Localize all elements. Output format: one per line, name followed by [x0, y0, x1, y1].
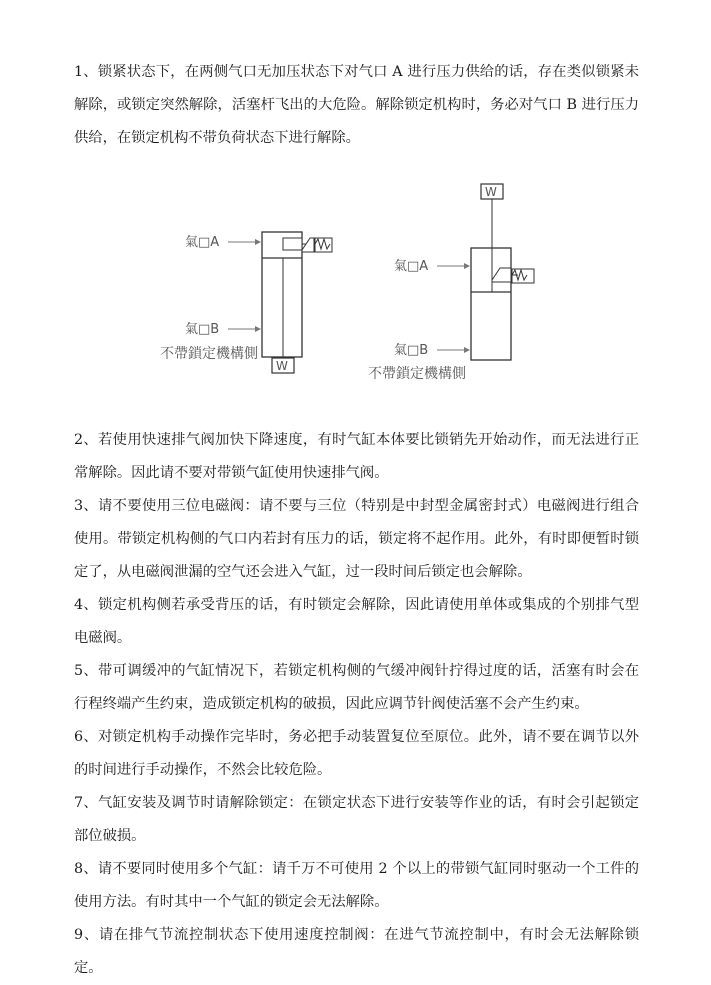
paragraph-9: 9、请在排气节流控制状态下使用速度控制阀：在进气节流控制中，有时会无法解除锁定。 — [74, 927, 639, 976]
paragraph-5: 5、带可调缓冲的气缸情况下，若锁定机构侧的气缓冲阀针拧得过度的话，活塞有时会在行程终端产生约束，造成锁定机构的破损，因此应调节针阀使活塞不会产生约束。 — [74, 663, 639, 712]
weight-label-right: W — [485, 185, 497, 199]
weight-label-left: W — [276, 359, 288, 373]
paragraph-3: 3、请不要使用三位电磁阀：请不要与三位（特别是中封型金属密封式）电磁阀进行组合使用。带锁定机构侧的气口内若封有压力的话，锁定将不起作用。此外，有时即便暂时锁定了，从电磁阀泄漏的空气还会进入气缸，过一段时间后锁定也会解除。 — [74, 498, 639, 580]
cylinder-diagram — [150, 170, 570, 400]
paragraph-2: 2、若使用快速排气阀加快下降速度，有时气缸本体要比锁销先开始动作，而无法进行正常解除。因此请不要对带锁气缸使用快速排气阀。 — [74, 432, 639, 481]
paragraph-7: 7、气缸安装及调节时请解除锁定：在锁定状态下进行安装等作业的话，有时会引起锁定部位破损。 — [74, 795, 639, 844]
caption-right: 不帶鎖定機構側 — [368, 366, 466, 382]
port-b-label-left: 氣□B — [185, 322, 220, 337]
caption-left: 不帶鎖定機構側 — [160, 346, 258, 362]
port-a-label-right: 氣□A — [394, 259, 429, 274]
paragraph-1: 1、锁紧状态下，在两侧气口无加压状态下对气口 A 进行压力供给的话，存在类似锁紧未解除，或锁定突然解除，活塞杆飞出的大危险。解除锁定机构时，务必对气口 B 进行压力供给，在锁定机构不带负荷状态下进行解除。 — [74, 64, 639, 146]
cylinder-left — [160, 232, 332, 373]
port-b-label-right: 氣□B — [394, 343, 429, 358]
paragraph-4: 4、锁定机构侧若承受背压的话，有时锁定会解除，因此请使用单体或集成的个别排气型电磁阀。 — [74, 597, 639, 646]
paragraph-6: 6、对锁定机构手动操作完毕时，务必把手动装置复位至原位。此外，请不要在调节以外的时间进行手动操作，不然会比较危险。 — [74, 729, 639, 778]
cylinder-right — [368, 184, 534, 382]
paragraph-8: 8、请不要同时使用多个气缸：请千万不可使用 2 个以上的带锁气缸同时驱动一个工件的使用方法。有时其中一个气缸的锁定会无法解除。 — [74, 861, 639, 910]
port-a-label-left: 氣□A — [185, 235, 220, 250]
